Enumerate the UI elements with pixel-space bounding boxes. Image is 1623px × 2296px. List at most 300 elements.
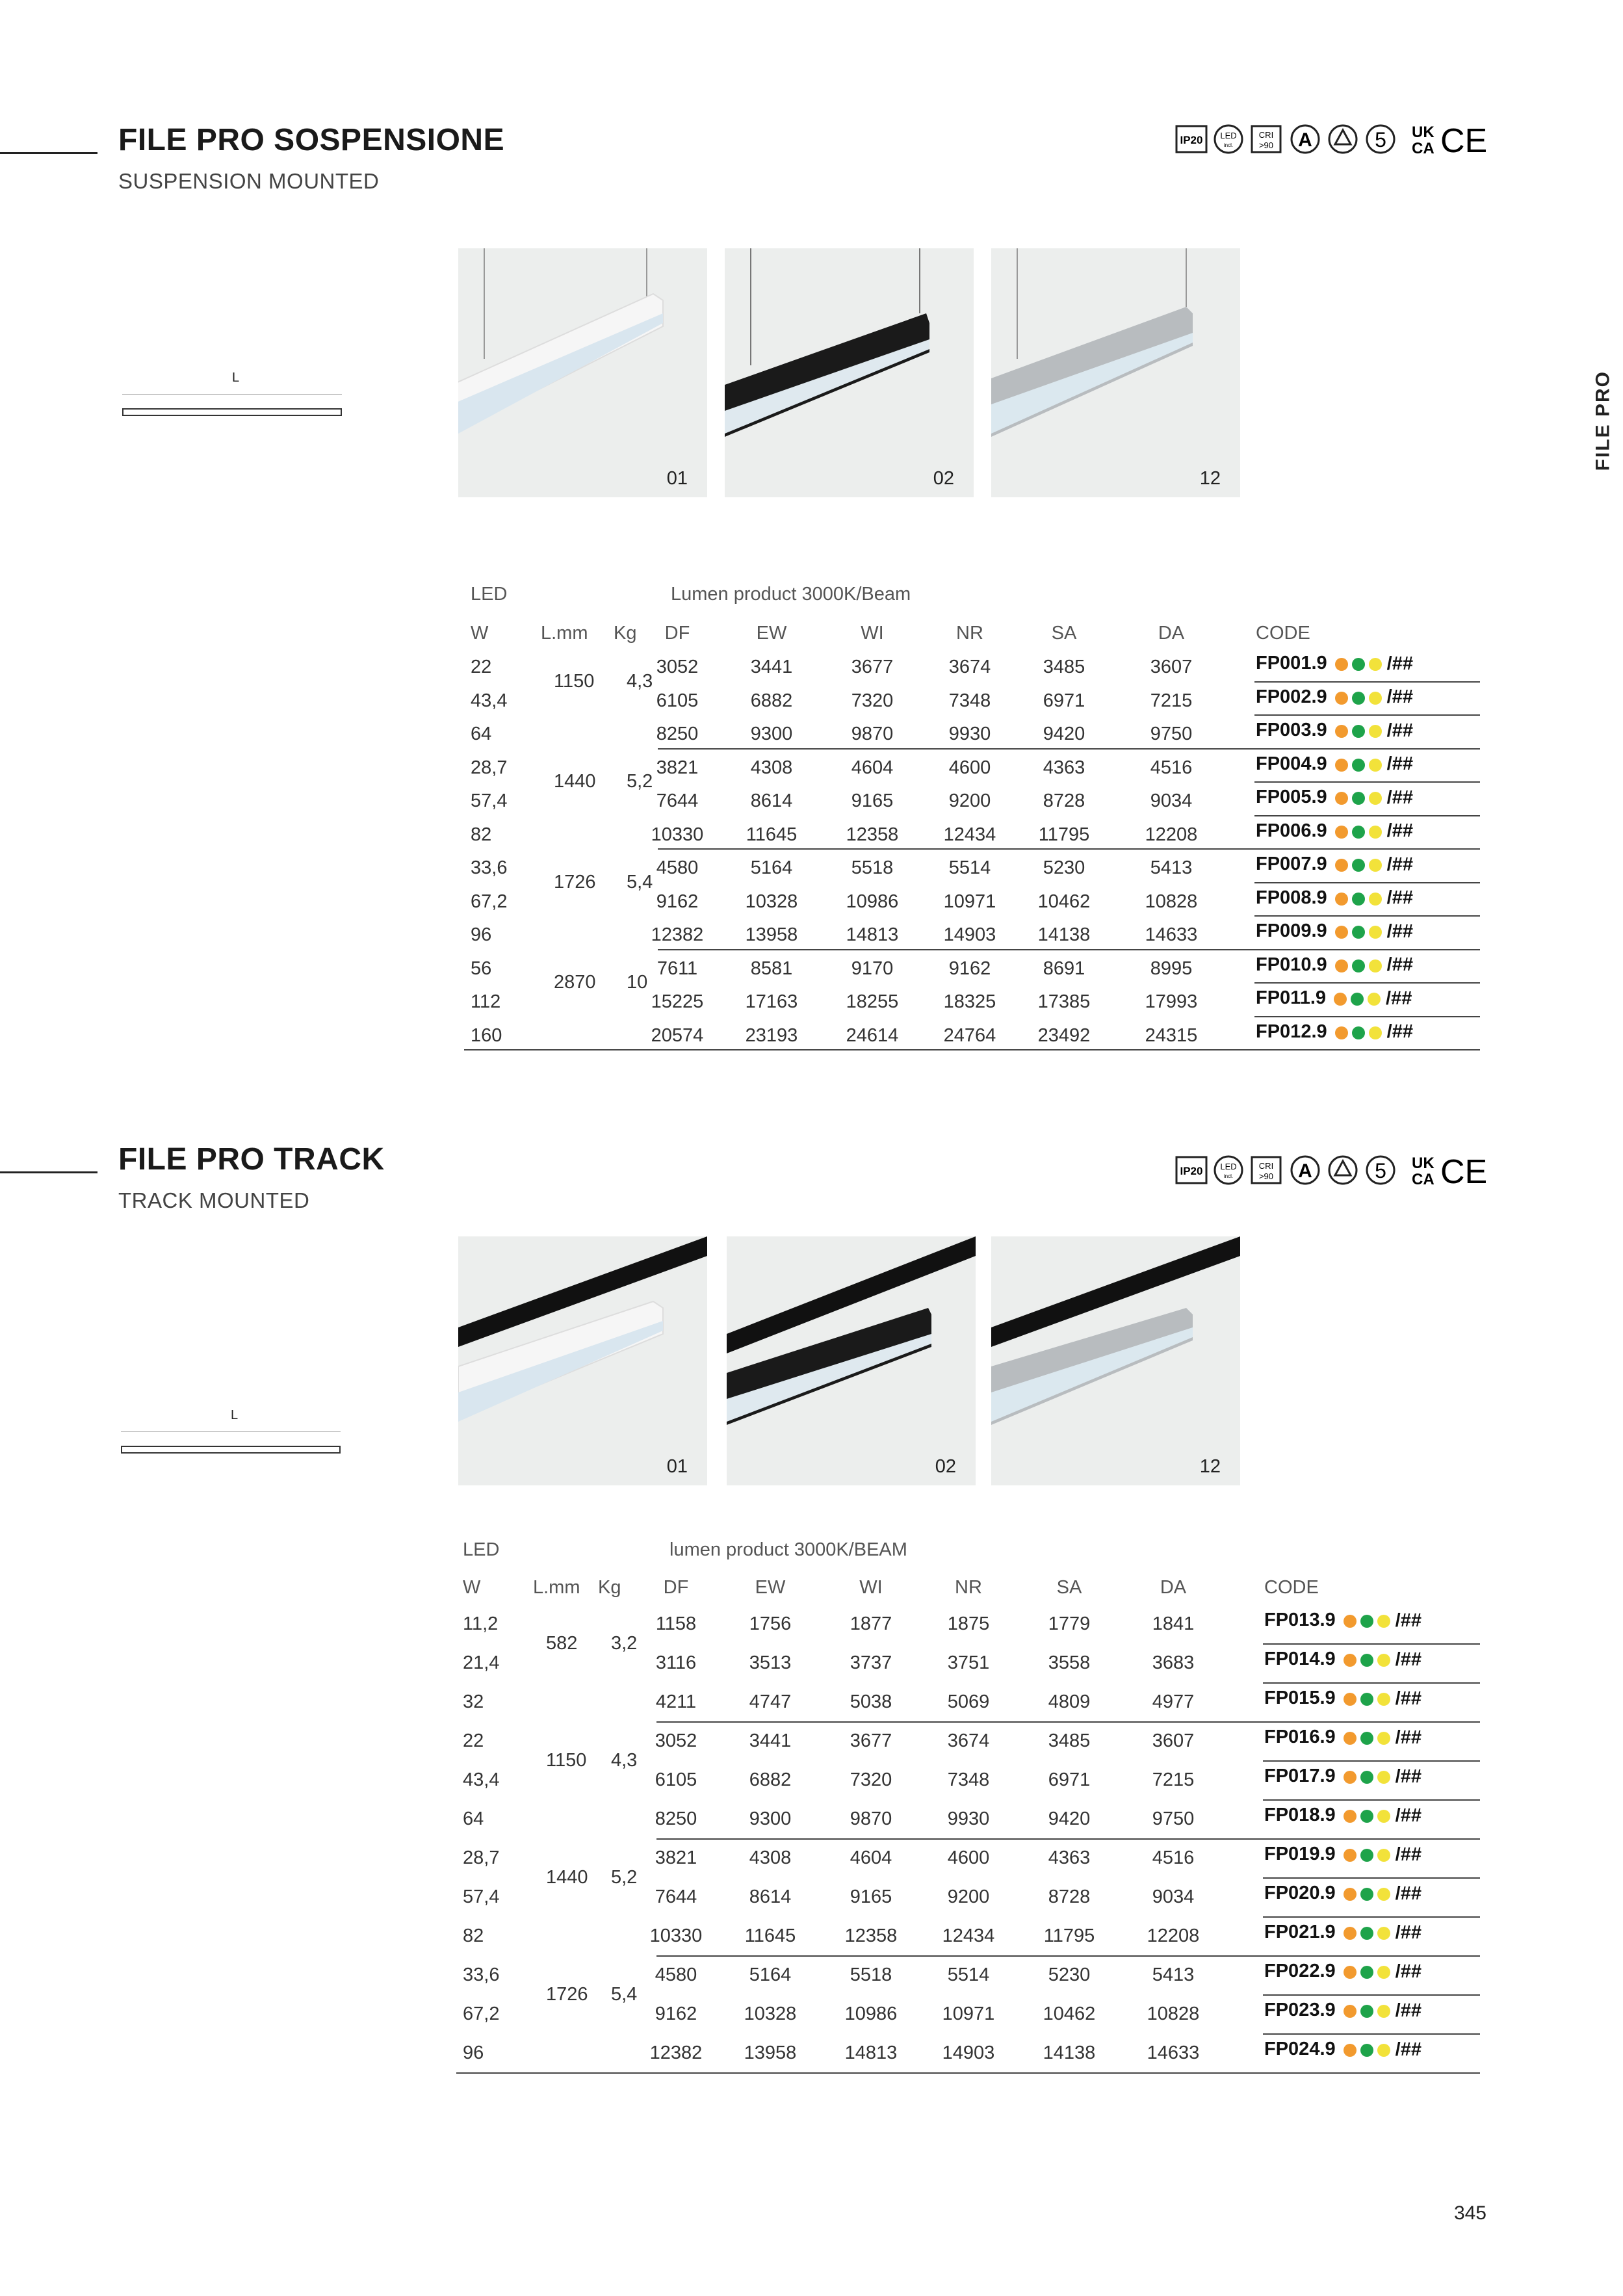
color-dots (1344, 1922, 1422, 1944)
color-dots (1335, 720, 1413, 742)
yellow-dot-icon (1377, 1888, 1390, 1901)
watt-cell: 33,6 (471, 857, 508, 878)
green-dot-icon (1360, 2044, 1373, 2057)
lumen-cell: 10986 (844, 2003, 898, 2024)
lumen-cell: 7348 (948, 690, 991, 711)
orange-dot-icon (1344, 1849, 1357, 1862)
row-divider (1254, 1016, 1480, 1017)
lumen-cell: 7611 (656, 958, 698, 979)
group-divider (658, 748, 1254, 750)
lumen-cell: 3052 (655, 1730, 697, 1751)
lumen-cell: 18325 (943, 991, 996, 1012)
green-dot-icon (1360, 1771, 1373, 1784)
yellow-dot-icon (1377, 1927, 1390, 1940)
color-dots (1335, 787, 1413, 809)
row-divider (1254, 848, 1480, 850)
product-code: FP011.9 /## (1256, 987, 1412, 1009)
code-suffix: /## (1386, 887, 1413, 909)
photo-label: 12 (1199, 1456, 1221, 1477)
code-suffix: /## (1386, 820, 1413, 842)
watt-cell: 82 (463, 1925, 484, 1946)
lumen-cell: 10330 (651, 824, 704, 845)
length-cell: 1440 (546, 1867, 588, 1888)
row-divider (1254, 882, 1480, 883)
orange-dot-icon (1344, 1771, 1357, 1784)
color-dots (1344, 2039, 1422, 2061)
lumen-cell: 4580 (656, 857, 699, 878)
lumen-cell: 3513 (749, 1652, 792, 1673)
lumen-cell: 1875 (947, 1613, 990, 1634)
lumen-cell: 9930 (948, 724, 991, 744)
orange-dot-icon (1344, 1654, 1357, 1667)
lumen-cell: 5069 (947, 1691, 990, 1712)
watt-cell: 22 (463, 1730, 484, 1751)
lumen-cell: 9300 (749, 1808, 792, 1829)
row-divider (1263, 2072, 1480, 2074)
watt-cell: 43,4 (471, 690, 508, 711)
lumen-cell: 24764 (943, 1024, 996, 1046)
lumen-cell: 4211 (655, 1691, 697, 1712)
dimension-label: L (231, 1408, 239, 1422)
length-cell: 1440 (554, 771, 596, 792)
lumen-cell: 7348 (947, 1769, 990, 1790)
lumen-cell: 23492 (1037, 1024, 1091, 1046)
green-dot-icon (1352, 692, 1365, 705)
lumen-cell: 5413 (1152, 1964, 1195, 1985)
row-divider (1263, 1760, 1480, 1762)
svg-text:incl.: incl. (1223, 142, 1234, 148)
svg-text:5: 5 (1375, 1159, 1386, 1182)
recycle-icon (1329, 125, 1357, 153)
row-divider (1254, 982, 1480, 984)
svg-text:IP20: IP20 (1180, 1165, 1203, 1177)
ce-icon (1440, 1153, 1487, 1188)
lumen-cell: 9930 (947, 1808, 990, 1829)
green-dot-icon (1352, 926, 1365, 939)
product-code: FP013.9 /## (1264, 1610, 1422, 1631)
row-divider (1263, 2033, 1480, 2035)
code-suffix: /## (1395, 1844, 1422, 1865)
green-dot-icon (1352, 759, 1365, 772)
lumen-cell: 4516 (1152, 1847, 1195, 1868)
weight-cell: 3,2 (611, 1633, 638, 1654)
recycle-icon (1329, 1156, 1357, 1184)
lumen-cell: 10328 (744, 2003, 797, 2024)
lumen-cell: 12382 (651, 924, 704, 945)
svg-text:CA: CA (1412, 140, 1435, 157)
lumen-cell: 9034 (1152, 1886, 1195, 1907)
orange-dot-icon (1344, 2044, 1357, 2057)
lumen-cell: 6105 (656, 690, 699, 711)
svg-text:UK: UK (1412, 1155, 1435, 1172)
code-suffix: /## (1395, 1610, 1422, 1631)
group-divider (658, 848, 1254, 850)
yellow-dot-icon (1369, 859, 1382, 872)
lumen-cell: 9870 (851, 724, 894, 744)
lumen-cell: 7320 (851, 690, 894, 711)
lumen-cell: 3116 (655, 1652, 697, 1673)
lumen-cell: 1158 (655, 1613, 697, 1634)
lumen-cell: 11645 (746, 824, 798, 845)
green-dot-icon (1352, 826, 1365, 839)
row-divider (1254, 815, 1480, 816)
side-label: FILE PRO (1592, 371, 1613, 471)
code-suffix: /## (1386, 1021, 1413, 1043)
lumen-cell: 3441 (749, 1730, 792, 1751)
table-header-sa: SA (1056, 1577, 1082, 1598)
title-rule (0, 152, 97, 154)
lumen-cell: 24315 (1145, 1024, 1198, 1046)
lumen-cell: 5518 (850, 1964, 892, 1985)
lumen-cell: 4747 (749, 1691, 792, 1712)
lumen-cell: 4809 (1048, 1691, 1091, 1712)
row-divider (1254, 681, 1480, 683)
orange-dot-icon (1335, 959, 1348, 972)
lumen-cell: 9750 (1150, 724, 1193, 744)
lumen-cell: 3821 (655, 1847, 697, 1868)
code-suffix: /## (1386, 787, 1413, 808)
lumen-cell: 14813 (844, 2042, 898, 2063)
lumen-cell: 1841 (1152, 1613, 1195, 1634)
code-suffix: /## (1395, 1766, 1422, 1787)
lumen-cell: 7215 (1152, 1769, 1195, 1790)
group-divider (456, 2072, 1263, 2074)
group-divider (656, 1838, 1263, 1840)
section-subtitle: SUSPENSION MOUNTED (118, 169, 380, 193)
lumen-cell: 12434 (942, 1925, 995, 1946)
color-dots (1335, 653, 1413, 675)
green-dot-icon (1360, 1966, 1373, 1979)
table-header-w: W (463, 1577, 481, 1598)
lumen-cell: 8614 (749, 1886, 792, 1907)
color-dots (1335, 921, 1413, 943)
product-code: FP005.9 /## (1256, 787, 1413, 808)
dimension-drawing (121, 1408, 341, 1460)
lumen-cell: 14138 (1043, 2042, 1096, 2063)
watt-cell: 21,4 (463, 1652, 500, 1673)
lumen-cell: 8691 (1043, 958, 1085, 979)
table-header-kg: Kg (598, 1577, 621, 1598)
row-divider (1263, 1721, 1480, 1723)
orange-dot-icon (1335, 926, 1348, 939)
color-dots (1344, 1610, 1422, 1632)
yellow-dot-icon (1369, 893, 1382, 906)
table-header-led: LED (471, 584, 508, 605)
yellow-dot-icon (1369, 792, 1382, 805)
green-dot-icon (1352, 893, 1365, 906)
weight-cell: 4,3 (627, 670, 653, 692)
lumen-cell: 9165 (851, 790, 894, 811)
color-dots (1335, 854, 1413, 876)
green-dot-icon (1360, 1810, 1373, 1823)
group-divider (658, 949, 1254, 950)
code-suffix: /## (1386, 686, 1413, 708)
certification-icons (1175, 121, 1487, 157)
yellow-dot-icon (1377, 1966, 1390, 1979)
lumen-cell: 14903 (943, 924, 996, 945)
lumen-cell: 10971 (942, 2003, 995, 2024)
lumen-cell: 5164 (749, 1964, 792, 1985)
watt-cell: 28,7 (463, 1847, 500, 1868)
product-code: FP010.9 /## (1256, 954, 1413, 976)
row-divider (1254, 915, 1480, 917)
ukca-icon (1412, 1155, 1435, 1188)
code-suffix: /## (1386, 854, 1413, 875)
product-photo-black (725, 248, 974, 497)
orange-dot-icon (1335, 893, 1348, 906)
lumen-cell: 9162 (948, 958, 991, 979)
green-dot-icon (1360, 1693, 1373, 1706)
lumen-cell: 1877 (850, 1613, 892, 1634)
lumen-cell: 15225 (651, 991, 704, 1012)
row-divider (1263, 1643, 1480, 1645)
lumen-cell: 3485 (1043, 657, 1085, 677)
product-photo-grey (991, 1236, 1240, 1485)
watt-cell: 96 (471, 924, 492, 945)
yellow-dot-icon (1377, 2044, 1390, 2057)
page-number: 345 (1453, 2202, 1487, 2224)
lumen-cell: 9162 (655, 2003, 697, 2024)
row-divider (1263, 1994, 1480, 1996)
orange-dot-icon (1335, 658, 1348, 671)
product-code: FP023.9 /## (1264, 2000, 1422, 2021)
svg-text:UK: UK (1412, 124, 1435, 141)
svg-text:CRI: CRI (1258, 1161, 1274, 1171)
lumen-cell: 8250 (655, 1808, 697, 1829)
orange-dot-icon (1344, 1810, 1357, 1823)
lumen-cell: 12434 (943, 824, 996, 845)
lumen-cell: 10828 (1147, 2003, 1200, 2024)
watt-cell: 67,2 (463, 2003, 500, 2024)
watt-cell: 43,4 (463, 1769, 500, 1790)
table-header-kg: Kg (614, 623, 637, 644)
watt-cell: 96 (463, 2042, 484, 2063)
svg-text:CA: CA (1412, 1171, 1435, 1188)
lumen-cell: 14633 (1147, 2042, 1200, 2063)
lumen-cell: 5164 (750, 857, 793, 878)
product-code: FP008.9 /## (1256, 887, 1413, 909)
lumen-cell: 3821 (656, 757, 699, 778)
yellow-dot-icon (1369, 759, 1382, 772)
lumen-cell: 7215 (1150, 690, 1193, 711)
lumen-cell: 3607 (1152, 1730, 1195, 1751)
product-code: FP022.9 /## (1264, 1961, 1422, 1982)
watt-cell: 64 (463, 1808, 484, 1829)
yellow-dot-icon (1377, 1654, 1390, 1667)
weight-cell: 5,2 (627, 771, 653, 792)
lumen-cell: 8728 (1048, 1886, 1091, 1907)
watt-cell: 57,4 (471, 790, 508, 811)
yellow-dot-icon (1377, 1849, 1390, 1862)
yellow-dot-icon (1377, 1693, 1390, 1706)
row-divider (1263, 1838, 1480, 1840)
section-subtitle: TRACK MOUNTED (118, 1188, 310, 1212)
green-dot-icon (1360, 1654, 1373, 1667)
watt-cell: 11,2 (463, 1613, 499, 1634)
color-dots (1335, 820, 1413, 842)
lumen-cell: 9300 (750, 724, 793, 744)
lumen-cell: 12358 (846, 824, 899, 845)
energy-class-a-icon (1292, 125, 1319, 153)
table-header-da: DA (1158, 623, 1185, 644)
orange-dot-icon (1335, 1026, 1348, 1039)
lumen-cell: 9165 (850, 1886, 892, 1907)
photo-label: 02 (935, 1456, 956, 1477)
lumen-cell: 3607 (1150, 657, 1193, 677)
energy-class-a-icon (1292, 1156, 1319, 1184)
lumen-cell: 12208 (1147, 1925, 1200, 1946)
color-dots (1344, 1805, 1422, 1827)
orange-dot-icon (1344, 1888, 1357, 1901)
orange-dot-icon (1344, 1927, 1357, 1940)
lumen-cell: 3485 (1048, 1730, 1091, 1751)
lumen-cell: 7644 (656, 790, 699, 811)
green-dot-icon (1352, 725, 1365, 738)
ukca-icon (1412, 124, 1435, 157)
product-code: FP021.9 /## (1264, 1922, 1422, 1943)
product-code: FP004.9 /## (1256, 753, 1413, 775)
svg-text:5: 5 (1375, 128, 1386, 151)
product-code: FP014.9 /## (1264, 1649, 1422, 1670)
product-photo-white (458, 248, 707, 497)
dimension-label: L (232, 371, 240, 385)
table-header-ew: EW (755, 1577, 786, 1598)
yellow-dot-icon (1369, 959, 1382, 972)
lumen-cell: 4580 (655, 1964, 697, 1985)
lumen-cell: 7644 (655, 1886, 697, 1907)
code-suffix: /## (1395, 1883, 1422, 1904)
lumen-cell: 5038 (850, 1691, 892, 1712)
lumen-cell: 17385 (1037, 991, 1091, 1012)
color-dots (1335, 954, 1413, 976)
orange-dot-icon (1335, 725, 1348, 738)
table-header-lmm: L.mm (533, 1577, 580, 1598)
yellow-dot-icon (1369, 1026, 1382, 1039)
table-header-lmm: L.mm (541, 623, 588, 644)
lumen-cell: 4600 (947, 1847, 990, 1868)
cri-icon (1252, 126, 1280, 152)
lumen-cell: 11795 (1043, 1925, 1095, 1946)
lumen-cell: 8995 (1150, 958, 1193, 979)
lumen-cell: 4363 (1043, 757, 1085, 778)
row-divider (1263, 1955, 1480, 1957)
green-dot-icon (1360, 1927, 1373, 1940)
cri-icon (1252, 1157, 1280, 1183)
green-dot-icon (1352, 792, 1365, 805)
lumen-cell: 4604 (851, 757, 894, 778)
lumen-cell: 3558 (1048, 1652, 1091, 1673)
lumen-cell: 9162 (656, 891, 699, 912)
lumen-cell: 7320 (850, 1769, 892, 1790)
svg-text:IP20: IP20 (1180, 134, 1203, 146)
lumen-cell: 10330 (649, 1925, 703, 1946)
length-cell: 1726 (546, 1984, 588, 2005)
code-suffix: /## (1386, 720, 1413, 741)
lumen-cell: 4363 (1048, 1847, 1091, 1868)
table-header-sa: SA (1051, 623, 1077, 644)
lumen-cell: 5514 (948, 857, 991, 878)
color-dots (1335, 1021, 1413, 1043)
lumen-cell: 12208 (1145, 824, 1198, 845)
color-dots (1344, 1688, 1422, 1710)
green-dot-icon (1360, 1849, 1373, 1862)
lumen-cell: 17163 (745, 991, 798, 1012)
lumen-cell: 5230 (1043, 857, 1085, 878)
product-code: FP015.9 /## (1264, 1688, 1422, 1709)
lumen-cell: 9200 (947, 1886, 990, 1907)
code-suffix: /## (1386, 987, 1412, 1009)
photo-label: 02 (933, 468, 954, 489)
warranty-5-icon (1367, 125, 1394, 153)
watt-cell: 112 (471, 991, 501, 1012)
product-code: FP020.9 /## (1264, 1883, 1422, 1904)
led-icon (1215, 1156, 1242, 1184)
ip20-icon (1176, 1157, 1206, 1183)
row-divider (1263, 1799, 1480, 1801)
lumen-cell: 10462 (1043, 2003, 1096, 2024)
lumen-cell: 10828 (1145, 891, 1198, 912)
product-code: FP018.9 /## (1264, 1805, 1422, 1826)
svg-text:>90: >90 (1258, 140, 1274, 150)
yellow-dot-icon (1369, 826, 1382, 839)
yellow-dot-icon (1377, 1771, 1390, 1784)
green-dot-icon (1352, 859, 1365, 872)
lumen-cell: 13958 (745, 924, 798, 945)
lumen-cell: 6971 (1043, 690, 1085, 711)
lumen-cell: 9170 (851, 958, 894, 979)
dimension-drawing (122, 371, 342, 423)
color-dots (1344, 1727, 1422, 1749)
watt-cell: 67,2 (471, 891, 508, 912)
lumen-cell: 14633 (1145, 924, 1198, 945)
photo-label: 01 (666, 1456, 688, 1477)
color-dots (1344, 1961, 1422, 1983)
svg-text:LED: LED (1220, 1162, 1237, 1171)
photo-label: 01 (666, 468, 688, 489)
title-rule (0, 1171, 97, 1173)
table-header-lumen: lumen product 3000K/BEAM (669, 1539, 907, 1560)
product-photo-black (727, 1236, 976, 1485)
color-dots (1344, 1844, 1422, 1866)
product-code: FP019.9 /## (1264, 1844, 1422, 1865)
table-header-nr: NR (956, 623, 983, 644)
yellow-dot-icon (1369, 658, 1382, 671)
lumen-cell: 12382 (649, 2042, 703, 2063)
svg-text:CE: CE (1440, 122, 1487, 157)
lumen-cell: 10971 (943, 891, 996, 912)
table-header-df: DF (663, 1577, 689, 1598)
svg-text:A: A (1298, 129, 1312, 151)
product-photo-white (458, 1236, 707, 1485)
green-dot-icon (1360, 1732, 1373, 1745)
green-dot-icon (1352, 1026, 1365, 1039)
table-header-code: CODE (1256, 623, 1310, 644)
color-dots (1344, 1883, 1422, 1905)
lumen-cell: 18255 (846, 991, 899, 1012)
code-suffix: /## (1386, 753, 1413, 775)
length-cell: 2870 (554, 972, 596, 993)
orange-dot-icon (1344, 1693, 1357, 1706)
green-dot-icon (1360, 1888, 1373, 1901)
lumen-cell: 5514 (947, 1964, 990, 1985)
lumen-cell: 3052 (656, 657, 699, 677)
row-divider (1254, 714, 1480, 716)
row-divider (1263, 1682, 1480, 1684)
lumen-cell: 5518 (851, 857, 894, 878)
watt-cell: 28,7 (471, 757, 508, 778)
lumen-cell: 1779 (1048, 1613, 1091, 1634)
lumen-cell: 11795 (1038, 824, 1090, 845)
